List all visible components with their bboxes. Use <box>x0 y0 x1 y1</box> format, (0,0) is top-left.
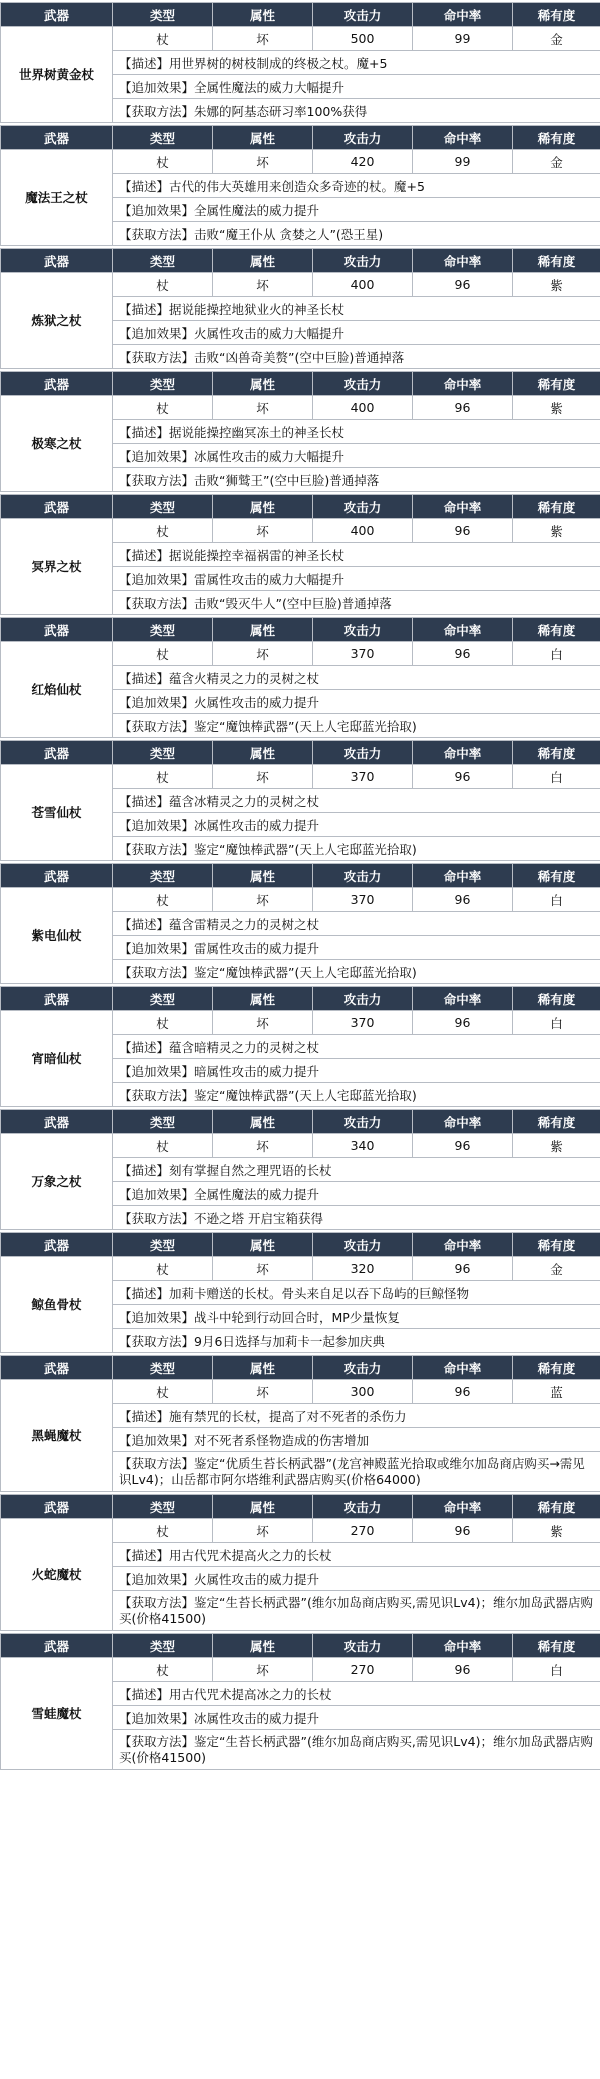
weapon-table <box>0 125 600 246</box>
weapon-extra-effect: 【追加效果】全属性魔法的威力提升 <box>113 198 600 222</box>
weapon-table <box>0 1494 600 1631</box>
weapon-stats-row <box>1 273 600 297</box>
weapon-type: 杖 <box>113 27 213 51</box>
weapon-name: 宵暗仙杖 <box>1 1011 113 1107</box>
weapon-block <box>0 738 600 861</box>
weapon-attribute: 坏 <box>213 150 313 174</box>
weapon-table <box>0 1232 600 1353</box>
table-header-row <box>1 618 600 642</box>
header-attack: 攻击力 <box>313 126 413 150</box>
weapon-rarity: 紫 <box>513 1134 600 1158</box>
header-attack: 攻击力 <box>313 987 413 1011</box>
header-attribute: 属性 <box>213 495 313 519</box>
header-weapon: 武器 <box>1 372 113 396</box>
weapon-rarity: 紫 <box>513 273 600 297</box>
table-header-row <box>1 249 600 273</box>
weapon-table <box>0 740 600 861</box>
table-header-row <box>1 1634 600 1658</box>
header-rarity: 稀有度 <box>513 1634 600 1658</box>
weapon-attack: 270 <box>313 1519 413 1543</box>
weapon-attack: 370 <box>313 765 413 789</box>
table-header-row <box>1 1495 600 1519</box>
weapon-attack: 270 <box>313 1658 413 1682</box>
weapon-attack: 370 <box>313 642 413 666</box>
weapon-acquire-method: 【获取方法】鉴定“魔蚀棒武器”(天上人宅邸蓝光拾取) <box>113 837 600 861</box>
weapon-hit-rate: 96 <box>413 273 513 297</box>
weapon-rarity: 白 <box>513 1658 600 1682</box>
weapon-acquire-method: 【获取方法】鉴定“魔蚀棒武器”(天上人宅邸蓝光拾取) <box>113 1083 600 1107</box>
header-attack: 攻击力 <box>313 1495 413 1519</box>
header-hit-rate: 命中率 <box>413 372 513 396</box>
weapon-acquire-method: 【获取方法】击败“狮鹫王”(空中巨脸)普通掉落 <box>113 468 600 492</box>
weapon-hit-rate: 96 <box>413 1134 513 1158</box>
weapon-acquire-method: 【获取方法】鉴定“魔蚀棒武器”(天上人宅邸蓝光拾取) <box>113 960 600 984</box>
weapon-rarity: 白 <box>513 1011 600 1035</box>
weapon-rarity: 紫 <box>513 396 600 420</box>
weapon-block <box>0 615 600 738</box>
weapon-stats-row <box>1 1380 600 1404</box>
header-weapon: 武器 <box>1 1634 113 1658</box>
header-attack: 攻击力 <box>313 249 413 273</box>
weapon-type: 杖 <box>113 1658 213 1682</box>
weapon-attack: 370 <box>313 888 413 912</box>
weapon-hit-rate: 96 <box>413 765 513 789</box>
weapon-block <box>0 984 600 1107</box>
header-hit-rate: 命中率 <box>413 1110 513 1134</box>
weapon-rarity: 金 <box>513 1257 600 1281</box>
header-rarity: 稀有度 <box>513 3 600 27</box>
weapon-hit-rate: 96 <box>413 1519 513 1543</box>
header-weapon: 武器 <box>1 249 113 273</box>
header-attribute: 属性 <box>213 3 313 27</box>
weapon-hit-rate: 96 <box>413 1380 513 1404</box>
weapon-rarity: 金 <box>513 27 600 51</box>
header-hit-rate: 命中率 <box>413 1233 513 1257</box>
weapon-name: 苍雪仙杖 <box>1 765 113 861</box>
weapon-name: 世界树黄金杖 <box>1 27 113 123</box>
table-header-row <box>1 1110 600 1134</box>
weapon-block <box>0 1492 600 1631</box>
weapon-block <box>0 1230 600 1353</box>
header-weapon: 武器 <box>1 1495 113 1519</box>
weapon-hit-rate: 96 <box>413 1658 513 1682</box>
weapon-extra-effect: 【追加效果】火属性攻击的威力提升 <box>113 1567 600 1591</box>
weapon-extra-effect: 【追加效果】冰属性攻击的威力提升 <box>113 1706 600 1730</box>
weapon-rarity: 白 <box>513 642 600 666</box>
weapon-name: 魔法王之杖 <box>1 150 113 246</box>
weapon-hit-rate: 99 <box>413 27 513 51</box>
header-rarity: 稀有度 <box>513 987 600 1011</box>
header-type: 类型 <box>113 618 213 642</box>
weapon-extra-effect: 【追加效果】冰属性攻击的威力大幅提升 <box>113 444 600 468</box>
header-type: 类型 <box>113 1110 213 1134</box>
weapon-attack: 400 <box>313 396 413 420</box>
header-hit-rate: 命中率 <box>413 864 513 888</box>
weapon-description: 【描述】据说能操控幸福祸雷的神圣长杖 <box>113 543 600 567</box>
header-rarity: 稀有度 <box>513 1233 600 1257</box>
weapon-hit-rate: 96 <box>413 519 513 543</box>
weapon-acquire-method: 【获取方法】鉴定“生苔长柄武器”(维尔加岛商店购买,需见识Lv4)；维尔加岛武器店购买(价格41500) <box>113 1730 600 1770</box>
weapon-description: 【描述】蕴含雷精灵之力的灵树之杖 <box>113 912 600 936</box>
weapon-rarity: 金 <box>513 150 600 174</box>
weapon-description: 【描述】蕴含火精灵之力的灵树之杖 <box>113 666 600 690</box>
header-rarity: 稀有度 <box>513 618 600 642</box>
header-attack: 攻击力 <box>313 1233 413 1257</box>
weapon-extra-effect: 【追加效果】雷属性攻击的威力提升 <box>113 936 600 960</box>
weapon-attribute: 坏 <box>213 1380 313 1404</box>
weapon-description: 【描述】据说能操控地狱业火的神圣长杖 <box>113 297 600 321</box>
weapon-extra-effect: 【追加效果】全属性魔法的威力提升 <box>113 1182 600 1206</box>
table-header-row <box>1 1356 600 1380</box>
weapon-hit-rate: 96 <box>413 888 513 912</box>
weapon-name: 黑蝇魔杖 <box>1 1380 113 1492</box>
weapon-stats-row <box>1 642 600 666</box>
weapon-attribute: 坏 <box>213 396 313 420</box>
header-attack: 攻击力 <box>313 372 413 396</box>
weapon-stats-row <box>1 888 600 912</box>
weapon-acquire-method: 【获取方法】9月6日选择与加莉卡一起参加庆典 <box>113 1329 600 1353</box>
weapon-attribute: 坏 <box>213 765 313 789</box>
weapon-hit-rate: 96 <box>413 1257 513 1281</box>
header-attack: 攻击力 <box>313 864 413 888</box>
table-header-row <box>1 3 600 27</box>
weapon-attribute: 坏 <box>213 1257 313 1281</box>
weapon-block <box>0 861 600 984</box>
header-type: 类型 <box>113 1356 213 1380</box>
weapon-block <box>0 1107 600 1230</box>
header-weapon: 武器 <box>1 864 113 888</box>
weapon-stats-row <box>1 1519 600 1543</box>
header-weapon: 武器 <box>1 1110 113 1134</box>
weapon-attribute: 坏 <box>213 519 313 543</box>
weapon-name: 雪蛙魔杖 <box>1 1658 113 1770</box>
weapon-type: 杖 <box>113 1257 213 1281</box>
header-attribute: 属性 <box>213 372 313 396</box>
weapon-extra-effect: 【追加效果】冰属性攻击的威力提升 <box>113 813 600 837</box>
header-weapon: 武器 <box>1 126 113 150</box>
weapon-acquire-method: 【获取方法】击败“凶兽奇美赘”(空中巨脸)普通掉落 <box>113 345 600 369</box>
weapon-description: 【描述】蕴含冰精灵之力的灵树之杖 <box>113 789 600 813</box>
weapon-acquire-method: 【获取方法】击败“毁灭牛人”(空中巨脸)普通掉落 <box>113 591 600 615</box>
weapon-attribute: 坏 <box>213 642 313 666</box>
weapon-extra-effect: 【追加效果】火属性攻击的威力大幅提升 <box>113 321 600 345</box>
header-attack: 攻击力 <box>313 3 413 27</box>
weapon-name: 紫电仙杖 <box>1 888 113 984</box>
weapon-name: 红焰仙杖 <box>1 642 113 738</box>
weapon-description: 【描述】用世界树的树枝制成的终极之杖。魔+5 <box>113 51 600 75</box>
weapon-hit-rate: 96 <box>413 1011 513 1035</box>
weapon-extra-effect: 【追加效果】战斗中轮到行动回合时，MP少量恢复 <box>113 1305 600 1329</box>
weapon-table <box>0 617 600 738</box>
weapon-description: 【描述】刻有掌握自然之理咒语的长杖 <box>113 1158 600 1182</box>
weapon-description: 【描述】蕴含暗精灵之力的灵树之杖 <box>113 1035 600 1059</box>
header-attribute: 属性 <box>213 126 313 150</box>
header-type: 类型 <box>113 249 213 273</box>
weapon-table <box>0 1633 600 1770</box>
weapon-stats-row <box>1 1134 600 1158</box>
header-rarity: 稀有度 <box>513 372 600 396</box>
weapon-extra-effect: 【追加效果】雷属性攻击的威力大幅提升 <box>113 567 600 591</box>
table-header-row <box>1 1233 600 1257</box>
header-weapon: 武器 <box>1 1356 113 1380</box>
header-attribute: 属性 <box>213 741 313 765</box>
weapon-table <box>0 371 600 492</box>
weapon-attribute: 坏 <box>213 1011 313 1035</box>
header-hit-rate: 命中率 <box>413 495 513 519</box>
header-type: 类型 <box>113 495 213 519</box>
header-hit-rate: 命中率 <box>413 987 513 1011</box>
weapon-name: 火蛇魔杖 <box>1 1519 113 1631</box>
header-attribute: 属性 <box>213 1356 313 1380</box>
weapon-type: 杖 <box>113 150 213 174</box>
weapon-table <box>0 1109 600 1230</box>
header-hit-rate: 命中率 <box>413 1356 513 1380</box>
weapon-table <box>0 863 600 984</box>
weapon-description: 【描述】用古代咒术提高冰之力的长杖 <box>113 1682 600 1706</box>
header-hit-rate: 命中率 <box>413 249 513 273</box>
weapon-name: 炼狱之杖 <box>1 273 113 369</box>
header-hit-rate: 命中率 <box>413 3 513 27</box>
table-header-row <box>1 987 600 1011</box>
weapon-type: 杖 <box>113 273 213 297</box>
weapon-table <box>0 986 600 1107</box>
weapon-name: 鲸鱼骨杖 <box>1 1257 113 1353</box>
weapon-attribute: 坏 <box>213 27 313 51</box>
weapon-rarity: 白 <box>513 765 600 789</box>
header-attribute: 属性 <box>213 1233 313 1257</box>
weapon-type: 杖 <box>113 1519 213 1543</box>
weapon-attack: 370 <box>313 1011 413 1035</box>
header-weapon: 武器 <box>1 618 113 642</box>
weapon-stats-row <box>1 519 600 543</box>
weapon-acquire-method: 【获取方法】不逊之塔 开启宝箱获得 <box>113 1206 600 1230</box>
header-attribute: 属性 <box>213 1110 313 1134</box>
table-header-row <box>1 864 600 888</box>
weapon-attack: 420 <box>313 150 413 174</box>
header-type: 类型 <box>113 1634 213 1658</box>
weapon-attack: 320 <box>313 1257 413 1281</box>
weapon-acquire-method: 【获取方法】鉴定“生苔长柄武器”(维尔加岛商店购买,需见识Lv4)；维尔加岛武器店购买(价格41500) <box>113 1591 600 1631</box>
weapon-attribute: 坏 <box>213 1658 313 1682</box>
header-hit-rate: 命中率 <box>413 1634 513 1658</box>
header-type: 类型 <box>113 126 213 150</box>
weapon-hit-rate: 99 <box>413 150 513 174</box>
weapon-type: 杖 <box>113 519 213 543</box>
weapon-type: 杖 <box>113 888 213 912</box>
header-type: 类型 <box>113 741 213 765</box>
header-attribute: 属性 <box>213 987 313 1011</box>
weapon-block <box>0 369 600 492</box>
weapon-rarity: 紫 <box>513 1519 600 1543</box>
header-rarity: 稀有度 <box>513 249 600 273</box>
weapon-block <box>0 1631 600 1770</box>
weapon-stats-row <box>1 765 600 789</box>
header-attack: 攻击力 <box>313 1110 413 1134</box>
weapon-name: 万象之杖 <box>1 1134 113 1230</box>
header-attack: 攻击力 <box>313 741 413 765</box>
weapon-type: 杖 <box>113 765 213 789</box>
header-attack: 攻击力 <box>313 1356 413 1380</box>
header-weapon: 武器 <box>1 495 113 519</box>
weapon-hit-rate: 96 <box>413 642 513 666</box>
header-hit-rate: 命中率 <box>413 126 513 150</box>
weapon-stats-row <box>1 150 600 174</box>
weapon-block <box>0 1353 600 1492</box>
weapon-type: 杖 <box>113 1011 213 1035</box>
table-header-row <box>1 495 600 519</box>
weapon-extra-effect: 【追加效果】暗属性攻击的威力提升 <box>113 1059 600 1083</box>
weapon-stats-row <box>1 396 600 420</box>
header-rarity: 稀有度 <box>513 126 600 150</box>
weapon-rarity: 紫 <box>513 519 600 543</box>
table-header-row <box>1 372 600 396</box>
header-attribute: 属性 <box>213 618 313 642</box>
header-attribute: 属性 <box>213 864 313 888</box>
header-type: 类型 <box>113 372 213 396</box>
header-attribute: 属性 <box>213 1634 313 1658</box>
weapon-rarity: 蓝 <box>513 1380 600 1404</box>
header-attack: 攻击力 <box>313 618 413 642</box>
weapon-stats-row <box>1 1658 600 1682</box>
header-weapon: 武器 <box>1 741 113 765</box>
weapon-table <box>0 248 600 369</box>
header-rarity: 稀有度 <box>513 741 600 765</box>
header-type: 类型 <box>113 987 213 1011</box>
weapon-block <box>0 492 600 615</box>
header-attack: 攻击力 <box>313 1634 413 1658</box>
header-attack: 攻击力 <box>313 495 413 519</box>
weapon-attribute: 坏 <box>213 1134 313 1158</box>
weapon-description: 【描述】施有禁咒的长杖，提高了对不死者的杀伤力 <box>113 1404 600 1428</box>
weapon-block <box>0 0 600 123</box>
weapon-extra-effect: 【追加效果】全属性魔法的威力大幅提升 <box>113 75 600 99</box>
weapon-type: 杖 <box>113 396 213 420</box>
weapon-extra-effect: 【追加效果】火属性攻击的威力提升 <box>113 690 600 714</box>
header-type: 类型 <box>113 1495 213 1519</box>
weapon-attack: 300 <box>313 1380 413 1404</box>
weapon-acquire-method: 【获取方法】击败“魔王仆从 贪婪之人”(恐王星) <box>113 222 600 246</box>
weapon-attack: 400 <box>313 273 413 297</box>
weapon-stats-row <box>1 27 600 51</box>
weapon-table <box>0 2 600 123</box>
header-weapon: 武器 <box>1 3 113 27</box>
weapon-attack: 500 <box>313 27 413 51</box>
weapon-name: 冥界之杖 <box>1 519 113 615</box>
table-header-row <box>1 741 600 765</box>
header-hit-rate: 命中率 <box>413 741 513 765</box>
header-type: 类型 <box>113 1233 213 1257</box>
header-rarity: 稀有度 <box>513 495 600 519</box>
weapon-table <box>0 1355 600 1492</box>
header-attribute: 属性 <box>213 1495 313 1519</box>
weapon-type: 杖 <box>113 642 213 666</box>
weapon-name: 极寒之杖 <box>1 396 113 492</box>
weapon-description: 【描述】加莉卡赠送的长杖。骨头来自足以吞下岛屿的巨鲸怪物 <box>113 1281 600 1305</box>
weapon-stats-row <box>1 1011 600 1035</box>
weapon-rarity: 白 <box>513 888 600 912</box>
header-weapon: 武器 <box>1 987 113 1011</box>
weapon-attribute: 坏 <box>213 273 313 297</box>
header-attribute: 属性 <box>213 249 313 273</box>
header-type: 类型 <box>113 864 213 888</box>
weapon-description: 【描述】古代的伟大英雄用来创造众多奇迹的杖。魔+5 <box>113 174 600 198</box>
header-type: 类型 <box>113 3 213 27</box>
weapon-table <box>0 494 600 615</box>
header-hit-rate: 命中率 <box>413 618 513 642</box>
header-rarity: 稀有度 <box>513 1110 600 1134</box>
weapon-hit-rate: 96 <box>413 396 513 420</box>
table-header-row <box>1 126 600 150</box>
header-rarity: 稀有度 <box>513 1495 600 1519</box>
header-rarity: 稀有度 <box>513 864 600 888</box>
weapon-acquire-method: 【获取方法】鉴定“优质生苔长柄武器”(龙宫神殿蓝光拾取或维尔加岛商店购买→需见识Lv4)；山岳都市阿尔塔维利武器店购买(价格64000) <box>113 1452 600 1492</box>
weapon-attack: 400 <box>313 519 413 543</box>
weapon-description: 【描述】据说能操控幽冥冻土的神圣长杖 <box>113 420 600 444</box>
header-rarity: 稀有度 <box>513 1356 600 1380</box>
header-weapon: 武器 <box>1 1233 113 1257</box>
weapon-type: 杖 <box>113 1380 213 1404</box>
weapon-attribute: 坏 <box>213 888 313 912</box>
weapon-acquire-method: 【获取方法】鉴定“魔蚀棒武器”(天上人宅邸蓝光拾取) <box>113 714 600 738</box>
weapon-attribute: 坏 <box>213 1519 313 1543</box>
weapon-type: 杖 <box>113 1134 213 1158</box>
weapon-stats-row <box>1 1257 600 1281</box>
header-hit-rate: 命中率 <box>413 1495 513 1519</box>
weapon-block <box>0 123 600 246</box>
weapon-description: 【描述】用古代咒术提高火之力的长杖 <box>113 1543 600 1567</box>
weapon-attack: 340 <box>313 1134 413 1158</box>
weapon-block <box>0 246 600 369</box>
weapon-extra-effect: 【追加效果】对不死者系怪物造成的伤害增加 <box>113 1428 600 1452</box>
weapon-acquire-method: 【获取方法】朱娜的阿基态研习率100%获得 <box>113 99 600 123</box>
